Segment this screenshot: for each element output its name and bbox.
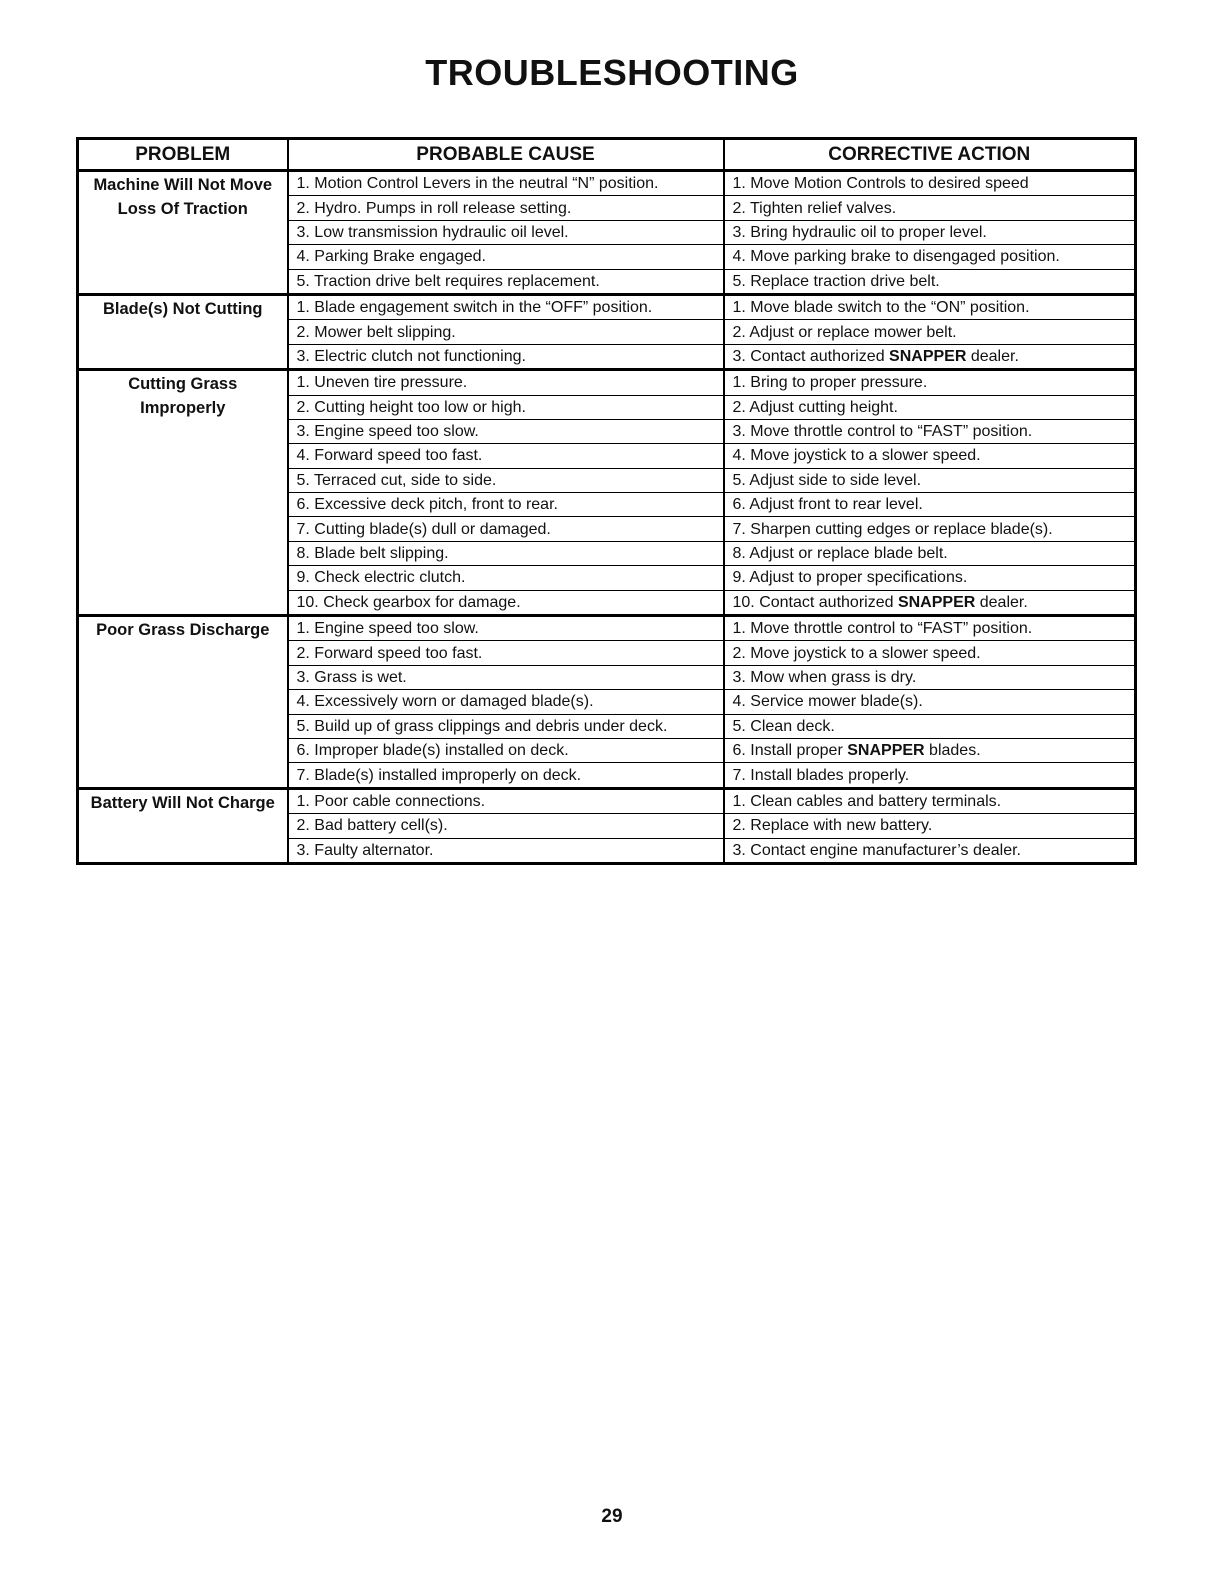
table-body (78, 171, 1136, 864)
action-cell: 4. Move joystick to a slower speed. (724, 444, 1136, 468)
cause-cell: 4. Forward speed too fast. (288, 444, 724, 468)
action-cell: 2. Tighten relief valves. (724, 196, 1136, 220)
cause-cell: 3. Engine speed too slow. (288, 419, 724, 443)
cause-cell: 2. Mower belt slipping. (288, 320, 724, 344)
cause-cell: 3. Faulty alternator. (288, 838, 724, 863)
action-cell: 1. Move throttle control to “FAST” position. (724, 616, 1136, 641)
action-cell: 9. Adjust to proper specifications. (724, 566, 1136, 590)
action-text: dealer. (975, 593, 1028, 611)
action-cell: 3. Mow when grass is dry. (724, 665, 1136, 689)
cause-cell: 7. Blade(s) installed improperly on deck. (288, 763, 724, 788)
cause-cell: 6. Improper blade(s) installed on deck. (288, 738, 724, 762)
action-text: dealer. (966, 347, 1019, 365)
action-header: CORRECTIVE ACTION (724, 139, 1136, 171)
cause-cell: 2. Forward speed too fast. (288, 641, 724, 665)
problem-cell (78, 171, 288, 295)
problem-label: Battery Will Not Charge (90, 793, 275, 812)
cause-cell: 2. Cutting height too low or high. (288, 395, 724, 419)
action-cell: 1. Move Motion Controls to desired speed (724, 171, 1136, 196)
action-text: 3. Contact authorized (732, 347, 890, 365)
action-cell: 4. Move parking brake to disengaged position. (724, 245, 1136, 269)
action-cell: 1. Bring to proper pressure. (724, 370, 1136, 395)
action-text: 10. Contact authorized (732, 593, 898, 611)
action-cell: 1. Clean cables and battery terminals. (724, 788, 1136, 813)
action-cell: 7. Sharpen cutting edges or replace blade(s). (724, 517, 1136, 541)
table-row (78, 294, 1136, 319)
problem-cell (78, 370, 288, 616)
cause-cell: 1. Engine speed too slow. (288, 616, 724, 641)
problem-label: Poor Grass Discharge (96, 621, 270, 640)
table-row (78, 616, 1136, 641)
table-row (78, 788, 1136, 813)
problem-header: PROBLEM (78, 139, 288, 171)
problem-label: Improperly (140, 399, 226, 418)
header-row (78, 139, 1136, 171)
cause-cell: 1. Blade engagement switch in the “OFF” position. (288, 294, 724, 319)
cause-cell: 3. Low transmission hydraulic oil level. (288, 220, 724, 244)
table-row (78, 171, 1136, 196)
cause-cell: 9. Check electric clutch. (288, 566, 724, 590)
cause-cell: 3. Electric clutch not functioning. (288, 344, 724, 369)
brand-name: SNAPPER (847, 742, 925, 760)
cause-cell: 1. Motion Control Levers in the neutral “N” position. (288, 171, 724, 196)
cause-cell: 5. Terraced cut, side to side. (288, 468, 724, 492)
cause-cell: 7. Cutting blade(s) dull or damaged. (288, 517, 724, 541)
cause-cell: 4. Excessively worn or damaged blade(s). (288, 690, 724, 714)
action-cell (724, 590, 1136, 615)
brand-name: SNAPPER (897, 593, 976, 611)
action-cell: 2. Move joystick to a slower speed. (724, 641, 1136, 665)
action-cell: 2. Adjust cutting height. (724, 395, 1136, 419)
problem-cell (78, 616, 288, 789)
action-cell: 3. Move throttle control to “FAST” position. (724, 419, 1136, 443)
page-title: TROUBLESHOOTING (425, 52, 799, 93)
cause-cell: 2. Bad battery cell(s). (288, 814, 724, 838)
problem-label: Loss Of Traction (117, 200, 248, 218)
action-cell: 2. Adjust or replace mower belt. (724, 320, 1136, 344)
problem-cell (78, 788, 288, 863)
cause-cell: 8. Blade belt slipping. (288, 541, 724, 565)
cause-cell: 10. Check gearbox for damage. (288, 590, 724, 615)
page-number: 29 (601, 1506, 623, 1527)
action-cell (724, 738, 1136, 762)
problem-cell (78, 294, 288, 369)
action-cell: 8. Adjust or replace blade belt. (724, 541, 1136, 565)
problem-label: Blade(s) Not Cutting (103, 299, 263, 318)
cause-cell: 2. Hydro. Pumps in roll release setting. (288, 196, 724, 220)
action-cell (724, 344, 1136, 369)
action-cell: 6. Adjust front to rear level. (724, 493, 1136, 517)
action-text: blades. (924, 742, 981, 760)
cause-cell: 1. Poor cable connections. (288, 788, 724, 813)
cause-cell: 3. Grass is wet. (288, 665, 724, 689)
brand-name: SNAPPER (889, 347, 967, 365)
cause-cell: 5. Build up of grass clippings and debris under deck. (288, 714, 724, 738)
action-cell: 7. Install blades properly. (724, 763, 1136, 788)
action-cell: 5. Adjust side to side level. (724, 468, 1136, 492)
cause-cell: 6. Excessive deck pitch, front to rear. (288, 493, 724, 517)
cause-cell: 4. Parking Brake engaged. (288, 245, 724, 269)
action-cell: 5. Replace traction drive belt. (724, 269, 1136, 294)
table-row (78, 370, 1136, 395)
action-cell: 5. Clean deck. (724, 714, 1136, 738)
problem-label: Cutting Grass (128, 375, 238, 394)
cause-cell: 5. Traction drive belt requires replacement. (288, 269, 724, 294)
action-cell: 4. Service mower blade(s). (724, 690, 1136, 714)
troubleshooting-table (76, 137, 1137, 865)
problem-label: Machine Will Not Move (93, 176, 273, 194)
action-cell: 3. Contact engine manufacturer’s dealer. (724, 838, 1136, 863)
cause-cell: 1. Uneven tire pressure. (288, 370, 724, 395)
action-cell: 3. Bring hydraulic oil to proper level. (724, 220, 1136, 244)
action-cell: 1. Move blade switch to the “ON” position. (724, 294, 1136, 319)
cause-header: PROBABLE CAUSE (288, 139, 724, 171)
action-text: 6. Install proper (732, 742, 848, 760)
action-cell: 2. Replace with new battery. (724, 814, 1136, 838)
